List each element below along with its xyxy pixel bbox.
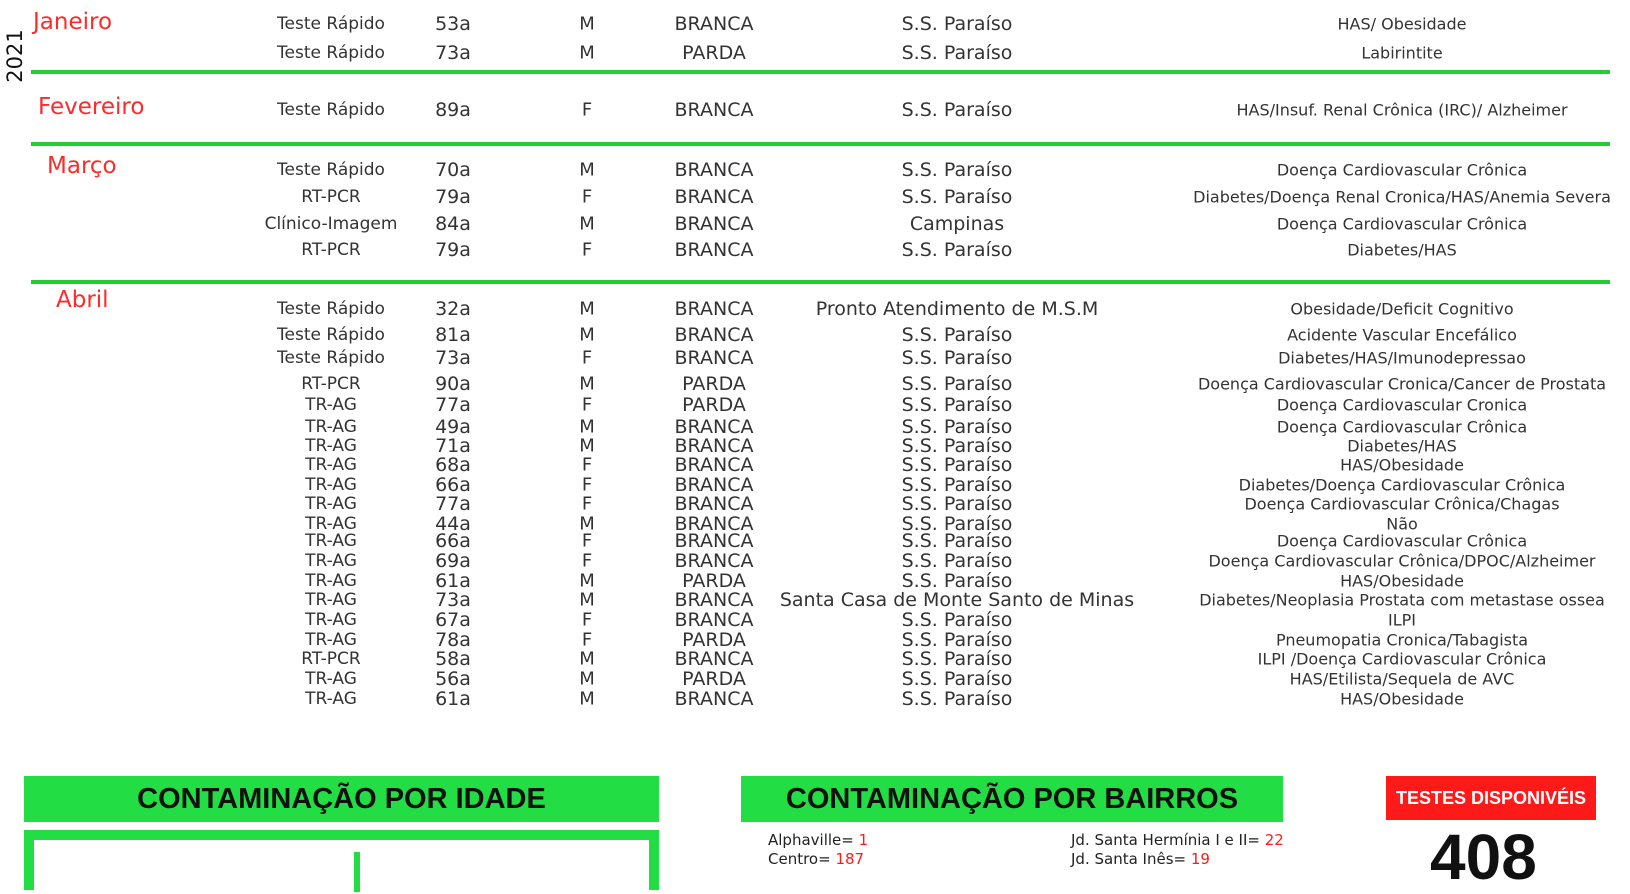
- cell-age: 61a: [435, 570, 471, 592]
- cell-age: 79a: [435, 186, 471, 208]
- cell-age: 61a: [435, 688, 471, 710]
- cell-condition: Labirintite: [1361, 43, 1443, 63]
- cell-race: BRANCA: [674, 474, 754, 496]
- cell-place: S.S. Paraíso: [901, 454, 1013, 476]
- cell-place: S.S. Paraíso: [901, 513, 1013, 535]
- cell-test: TR-AG: [305, 514, 357, 534]
- cell-sex: F: [581, 239, 593, 261]
- cell-race: BRANCA: [674, 589, 754, 611]
- cell-place: Santa Casa de Monte Santo de Minas: [779, 589, 1135, 611]
- cell-age: 53a: [435, 13, 471, 35]
- cell-test: TR-AG: [305, 571, 357, 591]
- cell-test: TR-AG: [305, 455, 357, 475]
- cell-test: TR-AG: [305, 590, 357, 610]
- cell-test: RT-PCR: [301, 374, 361, 394]
- cell-place: S.S. Paraíso: [901, 347, 1013, 369]
- cell-sex: M: [579, 324, 595, 346]
- cell-condition: Doença Cardiovascular Crônica/DPOC/Alzheimer: [1208, 551, 1596, 571]
- cell-sex: F: [581, 629, 593, 651]
- cell-place: S.S. Paraíso: [901, 186, 1013, 208]
- cell-race: BRANCA: [674, 688, 754, 710]
- cell-race: BRANCA: [674, 609, 754, 631]
- tests-available-value: 408: [1430, 821, 1537, 893]
- cell-condition: Não: [1386, 514, 1418, 534]
- cell-test: RT-PCR: [301, 187, 361, 207]
- bairro-item: Centro= 187: [768, 850, 865, 868]
- cell-condition: Doença Cardiovascular Crônica: [1276, 214, 1528, 234]
- cell-sex: M: [579, 213, 595, 235]
- cell-age: 77a: [435, 394, 471, 416]
- cell-sex: F: [581, 493, 593, 515]
- cell-age: 32a: [435, 298, 471, 320]
- tests-available-title: TESTES DISPONIVÉIS: [1386, 776, 1596, 820]
- cell-condition: Diabetes/Neoplasia Prostata com metastase ossea: [1199, 590, 1605, 610]
- month-label: Janeiro: [33, 9, 113, 35]
- cell-test: RT-PCR: [301, 649, 361, 669]
- cell-race: BRANCA: [674, 213, 754, 235]
- month-label: Abril: [56, 287, 109, 313]
- cell-sex: F: [581, 609, 593, 631]
- cell-race: BRANCA: [674, 493, 754, 515]
- cell-test: TR-AG: [305, 630, 357, 650]
- cell-sex: M: [579, 13, 595, 35]
- cell-test: Teste Rápido: [277, 14, 385, 34]
- age-chart-mark: [354, 852, 360, 892]
- cell-sex: F: [581, 530, 593, 552]
- cell-place: S.S. Paraíso: [901, 394, 1013, 416]
- cell-race: BRANCA: [674, 416, 754, 438]
- cell-age: 73a: [435, 347, 471, 369]
- cell-age: 81a: [435, 324, 471, 346]
- cell-place: S.S. Paraíso: [901, 609, 1013, 631]
- cell-place: S.S. Paraíso: [901, 668, 1013, 690]
- cell-sex: M: [579, 668, 595, 690]
- age-chart-frame: [24, 830, 659, 890]
- bairro-item: Jd. Santa Inês= 19: [1071, 850, 1210, 868]
- cell-race: BRANCA: [674, 530, 754, 552]
- cell-condition: Diabetes/Doença Renal Cronica/HAS/Anemia Severa: [1193, 187, 1611, 207]
- cell-test: Teste Rápido: [277, 348, 385, 368]
- cell-age: 73a: [435, 589, 471, 611]
- cell-age: 90a: [435, 373, 471, 395]
- cell-race: BRANCA: [674, 13, 754, 35]
- cell-condition: HAS/ Obesidade: [1337, 14, 1467, 34]
- cell-age: 70a: [435, 159, 471, 181]
- cell-age: 67a: [435, 609, 471, 631]
- cell-place: S.S. Paraíso: [901, 629, 1013, 651]
- cell-test: TR-AG: [305, 531, 357, 551]
- cell-race: BRANCA: [674, 298, 754, 320]
- cell-test: TR-AG: [305, 436, 357, 456]
- cell-age: 44a: [435, 513, 471, 535]
- cell-sex: M: [579, 373, 595, 395]
- cell-race: BRANCA: [674, 454, 754, 476]
- cell-age: 49a: [435, 416, 471, 438]
- cell-condition: HAS/Obesidade: [1340, 455, 1464, 475]
- cell-age: 73a: [435, 42, 471, 64]
- bairro-item: Jd. Santa Hermínia I e II= 22: [1071, 831, 1284, 849]
- cell-race: BRANCA: [674, 435, 754, 457]
- cell-sex: F: [581, 474, 593, 496]
- cell-place: S.S. Paraíso: [901, 493, 1013, 515]
- cell-sex: M: [579, 688, 595, 710]
- cell-race: BRANCA: [674, 550, 754, 572]
- cell-condition: Doença Cardiovascular Crônica/Chagas: [1244, 494, 1560, 514]
- cell-condition: ILPI /Doença Cardiovascular Crônica: [1257, 649, 1547, 669]
- cell-sex: F: [581, 550, 593, 572]
- cell-place: S.S. Paraíso: [901, 570, 1013, 592]
- cell-age: 69a: [435, 550, 471, 572]
- cell-condition: Pneumopatia Cronica/Tabagista: [1275, 630, 1529, 650]
- cell-age: 66a: [435, 474, 471, 496]
- cell-age: 71a: [435, 435, 471, 457]
- cell-condition: ILPI: [1388, 610, 1416, 630]
- cell-place: S.S. Paraíso: [901, 435, 1013, 457]
- cell-sex: M: [579, 570, 595, 592]
- cell-condition: HAS/Etilista/Sequela de AVC: [1289, 669, 1515, 689]
- cell-place: Campinas: [909, 213, 1005, 235]
- cell-condition: HAS/Insuf. Renal Crônica (IRC)/ Alzheimer: [1236, 100, 1568, 120]
- cell-race: BRANCA: [674, 99, 754, 121]
- cell-race: PARDA: [682, 373, 746, 395]
- cell-age: 66a: [435, 530, 471, 552]
- cell-sex: M: [579, 298, 595, 320]
- cell-place: S.S. Paraíso: [901, 239, 1013, 261]
- cell-test: TR-AG: [305, 395, 357, 415]
- cell-sex: M: [579, 435, 595, 457]
- cell-age: 89a: [435, 99, 471, 121]
- cell-place: S.S. Paraíso: [901, 416, 1013, 438]
- cell-test: TR-AG: [305, 494, 357, 514]
- cell-test: Teste Rápido: [277, 43, 385, 63]
- cell-race: PARDA: [682, 629, 746, 651]
- cell-sex: F: [581, 186, 593, 208]
- bairros-section-title: CONTAMINAÇÃO POR BAIRROS: [741, 776, 1283, 822]
- cell-race: BRANCA: [674, 347, 754, 369]
- cell-test: TR-AG: [305, 551, 357, 571]
- cell-test: TR-AG: [305, 610, 357, 630]
- cell-condition: Diabetes/HAS: [1347, 436, 1457, 456]
- cell-test: RT-PCR: [301, 240, 361, 260]
- cell-race: PARDA: [682, 668, 746, 690]
- cell-sex: F: [581, 347, 593, 369]
- cell-condition: Doença Cardiovascular Cronica/Cancer de Prostata: [1197, 374, 1607, 394]
- cell-sex: F: [581, 99, 593, 121]
- cell-place: S.S. Paraíso: [901, 474, 1013, 496]
- cell-age: 77a: [435, 493, 471, 515]
- cell-sex: M: [579, 589, 595, 611]
- cell-condition: Doença Cardiovascular Crônica: [1276, 160, 1528, 180]
- cell-age: 78a: [435, 629, 471, 651]
- cell-condition: HAS/Obesidade: [1340, 571, 1464, 591]
- cell-test: Teste Rápido: [277, 325, 385, 345]
- cell-place: Pronto Atendimento de M.S.M: [815, 298, 1099, 320]
- cell-condition: Doença Cardiovascular Cronica: [1276, 395, 1528, 415]
- cell-age: 68a: [435, 454, 471, 476]
- cell-race: BRANCA: [674, 186, 754, 208]
- separator: [31, 142, 1610, 146]
- cell-test: Teste Rápido: [277, 100, 385, 120]
- cell-race: BRANCA: [674, 159, 754, 181]
- cell-condition: Acidente Vascular Encefálico: [1287, 325, 1517, 345]
- cell-place: S.S. Paraíso: [901, 530, 1013, 552]
- age-section-title: CONTAMINAÇÃO POR IDADE: [24, 776, 659, 822]
- cell-place: S.S. Paraíso: [901, 648, 1013, 670]
- cell-place: S.S. Paraíso: [901, 324, 1013, 346]
- cell-race: PARDA: [682, 42, 746, 64]
- cell-sex: F: [581, 454, 593, 476]
- cell-place: S.S. Paraíso: [901, 688, 1013, 710]
- cell-place: S.S. Paraíso: [901, 550, 1013, 572]
- cell-test: TR-AG: [305, 689, 357, 709]
- cell-condition: HAS/Obesidade: [1340, 689, 1464, 709]
- cell-test: Clínico-Imagem: [264, 214, 398, 234]
- cell-test: Teste Rápido: [277, 299, 385, 319]
- cell-condition: Doença Cardiovascular Crônica: [1276, 417, 1528, 437]
- cell-age: 79a: [435, 239, 471, 261]
- cell-sex: M: [579, 648, 595, 670]
- cell-test: Teste Rápido: [277, 160, 385, 180]
- cell-condition: Obesidade/Deficit Cognitivo: [1290, 299, 1514, 319]
- cell-condition: Diabetes/HAS/Imunodepressao: [1278, 348, 1526, 368]
- cell-sex: F: [581, 394, 593, 416]
- cell-age: 84a: [435, 213, 471, 235]
- cell-condition: Doença Cardiovascular Crônica: [1276, 531, 1528, 551]
- cell-race: PARDA: [682, 570, 746, 592]
- cell-sex: M: [579, 513, 595, 535]
- cell-test: TR-AG: [305, 475, 357, 495]
- bairro-item: Alphaville= 1: [768, 831, 869, 849]
- cell-race: BRANCA: [674, 324, 754, 346]
- cell-sex: M: [579, 159, 595, 181]
- cell-race: BRANCA: [674, 513, 754, 535]
- cell-race: PARDA: [682, 394, 746, 416]
- cell-place: S.S. Paraíso: [901, 13, 1013, 35]
- cell-condition: Diabetes/Doença Cardiovascular Crônica: [1238, 475, 1566, 495]
- cell-place: S.S. Paraíso: [901, 42, 1013, 64]
- year-label: 2021: [3, 29, 27, 83]
- cell-condition: Diabetes/HAS: [1347, 240, 1457, 260]
- cell-sex: M: [579, 416, 595, 438]
- month-label: Fevereiro: [38, 94, 145, 120]
- cell-place: S.S. Paraíso: [901, 373, 1013, 395]
- cell-race: BRANCA: [674, 648, 754, 670]
- cell-place: S.S. Paraíso: [901, 159, 1013, 181]
- separator: [31, 280, 1610, 284]
- cell-test: TR-AG: [305, 417, 357, 437]
- cell-sex: M: [579, 42, 595, 64]
- cell-race: BRANCA: [674, 239, 754, 261]
- cell-age: 56a: [435, 668, 471, 690]
- separator: [31, 70, 1610, 74]
- cell-place: S.S. Paraíso: [901, 99, 1013, 121]
- month-label: Março: [47, 153, 117, 179]
- cell-test: TR-AG: [305, 669, 357, 689]
- cell-age: 58a: [435, 648, 471, 670]
